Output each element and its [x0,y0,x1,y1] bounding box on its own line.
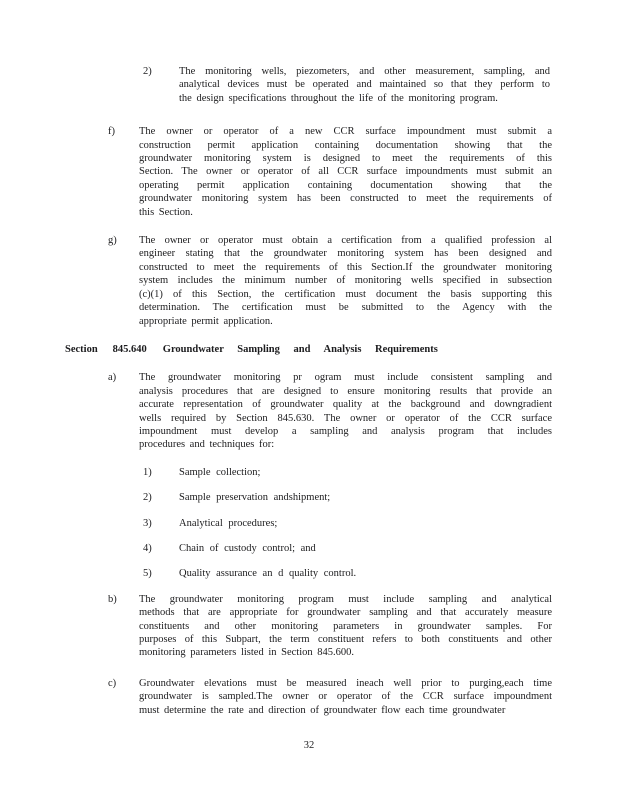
list-item-1-label: 1) [143,466,152,478]
text-line: purposes of this Subpart, the term constituent refers to both constituents and other [139,634,552,645]
numbered-item-label: 2) [143,66,152,77]
list-item-3-label: 3) [143,517,152,529]
list-item-5 [143,567,618,580]
text-line: The groundwater monitoring pr ogram must include consistent sampling and [139,372,552,384]
paragraph-f-label: f) [108,126,115,138]
text-line: the design specifications throughout the life of the monitoring program. [179,92,498,104]
text-line: The owner or operator of a new CCR surface impoundment must submit a [139,126,552,138]
text-line: constituents and other monitoring parameters in groundwater samples. For [139,620,552,632]
text-line: groundwater is sampled.The owner or operator of the CCR surface impoundment [139,691,552,703]
text-line: (c)(1) of this Section, the certification must document the basis supporting this [139,288,552,300]
text-line: engineer stating that the groundwater monitoring system has been designed and [139,248,552,260]
text-line: groundwater monitoring system has been constructed to meet the requirements of [139,193,552,205]
text-line: operating permit application containing documentation showing that the [139,179,552,191]
list-item-1-text: Sample collection; [179,466,261,478]
paragraph-c-label: c) [108,677,117,689]
text-line: impoundment must develop a sampling and analysis program that includes [139,425,552,437]
list-item-5-text: Quality assurance an d quality control. [179,568,357,580]
section-heading-title: Groundwater Sampling and Analysis Requirements [162,343,438,355]
paragraph-b-body [139,593,552,660]
text-line: this Section. [139,206,193,218]
text-line: determination. The certification must be submitted to the Agency with the [139,302,552,314]
text-line: procedures and techniques for: [139,439,275,451]
list-item-4-label: 4) [143,542,152,554]
text-line: Section. The owner or operator of all CCR surface impoundments must submit an [139,166,552,178]
list-item-2 [143,491,618,504]
paragraph-b [108,593,618,660]
list-item-5-label: 5) [143,568,152,580]
text-line: appropriate permit application. [139,315,273,327]
list-item-4-text: Chain of custody control; and [179,542,316,554]
text-line: analytical devices must be operated and maintained so that they perform to [179,79,550,91]
text-line: The owner or operator must obtain a certification from a qualified profession al [139,235,552,247]
text-line: The monitoring wells, piezometers, and other measurement, sampling, and [179,66,550,77]
text-line: methods that are appropriate for groundwater sampling and that accurately measure [139,607,552,619]
text-line: constructed to meet the requirements of this Section.If the groundwater monitoring [139,261,552,273]
paragraph-a-body [139,371,552,451]
text-line: monitoring parameters listed in Section 845.600. [139,647,355,659]
list-item-3-text: Analytical procedures; [179,517,278,529]
paragraph-c [108,677,618,717]
paragraph-a [108,371,618,451]
section-heading [65,343,618,356]
text-line: groundwater monitoring system is designed to meet the requirements of this [139,153,552,165]
list-item-3 [143,517,618,530]
paragraph-a-label: a) [108,372,117,384]
page-number: 32 [303,740,315,752]
text-line: must determine the rate and direction of groundwater flow each time groundwater [139,704,506,716]
list-item-2-label: 2) [143,492,152,504]
list-item-4 [143,542,618,555]
paragraph-g [108,234,618,328]
paragraph-c-body [139,677,552,717]
numbered-item-2 [143,65,618,105]
list-item-2-text: Sample preservation andshipment; [179,492,331,504]
paragraph-f-body [139,125,552,219]
text-line: Groundwater elevations must be measured ineach well prior to purging,each time [139,677,552,689]
section-heading-number: 845.640 [112,343,147,355]
paragraph-g-label: g) [108,235,117,247]
paragraph-g-body [139,234,552,328]
text-line: wells required by Section 845.630. The owner or operator of the CCR surface [139,412,552,424]
text-line: The groundwater monitoring program must include sampling and analytical [139,593,552,605]
numbered-item-body [179,65,550,105]
paragraph-b-label: b) [108,593,117,605]
text-line: construction permit application containing documentation showing that the [139,139,552,151]
list-item-1 [143,466,618,479]
paragraph-f [108,125,618,219]
text-line: analysis procedures that are designed to ensure monitoring results that provide an [139,385,552,397]
text-line: system includes the minimum number of monitoring wells specified in subsection [139,275,552,287]
section-heading-label: Section [65,343,98,355]
text-line: accurate representation of groundwater quality at the background and downgradient [139,399,552,411]
